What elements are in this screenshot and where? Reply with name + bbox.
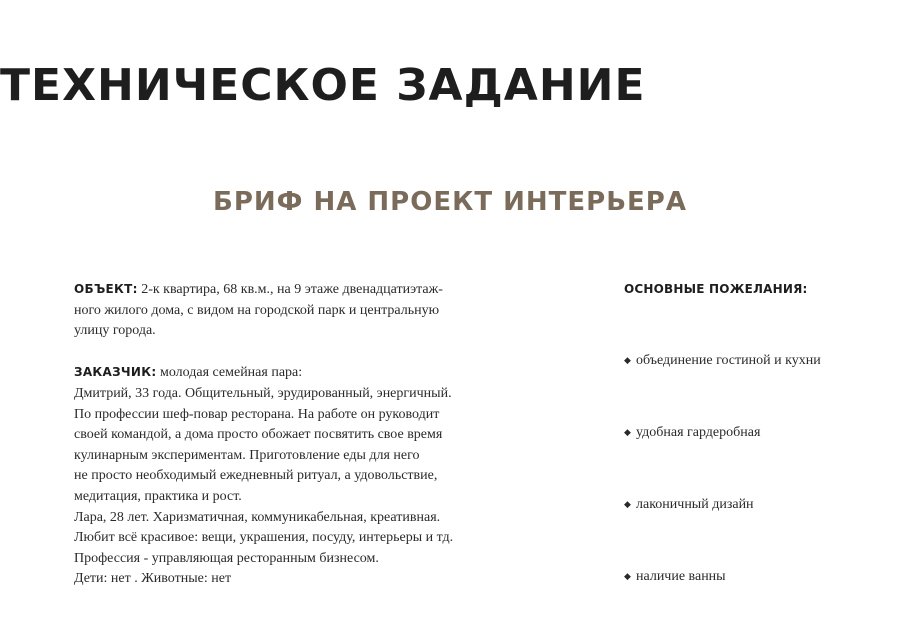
object-text-line: 2-к квартира, 68 кв.м., на 9 этаже двенадцатиэтаж- bbox=[141, 282, 443, 297]
page-title: ТЕХНИЧЕСКОЕ ЗАДАНИЕ bbox=[0, 60, 646, 111]
wish-text: удобная гардеробная bbox=[636, 425, 761, 440]
diamond-bullet-icon: ◆ bbox=[624, 427, 631, 437]
spacer bbox=[74, 342, 484, 363]
client-intro: молодая семейная пара: bbox=[159, 365, 303, 381]
client-text-line: Дети: нет . Животные: нет bbox=[74, 571, 232, 587]
wish-list-item bbox=[624, 422, 760, 443]
object-section bbox=[74, 279, 484, 342]
object-text-line: улицу города. bbox=[74, 323, 156, 339]
client-text-line: По профессии шеф-повар ресторана. На работе он руководит bbox=[74, 406, 440, 422]
client-text-line: медитация, практика и рост. bbox=[74, 488, 242, 504]
diamond-bullet-icon: ◆ bbox=[624, 499, 631, 509]
brief-subtitle: БРИФ НА ПРОЕКТ ИНТЕРЬЕРА bbox=[213, 187, 687, 217]
client-text-line: не просто необходимый ежедневный ритуал, а удовольствие, bbox=[74, 468, 438, 484]
wish-text: объединение гостиной и кухни bbox=[636, 353, 821, 368]
diamond-bullet-icon: ◆ bbox=[624, 355, 631, 365]
client-first-line bbox=[74, 362, 484, 384]
client-text-line: Профессия - управляющая ресторанным бизнесом. bbox=[74, 550, 379, 566]
wishes-heading: ОСНОВНЫЕ ПОЖЕЛАНИЯ: bbox=[624, 282, 808, 296]
client-label: ЗАКАЗЧИК: bbox=[74, 365, 157, 380]
client-text-line: Лара, 28 лет. Харизматичная, коммуникабельная, креативная. bbox=[74, 509, 441, 525]
wish-list-item bbox=[624, 494, 754, 515]
object-label: ОБЪЕКТ: bbox=[74, 282, 138, 296]
client-text-line: Любит всё красивое: вещи, украшения, посуду, интерьеры и тд. bbox=[74, 530, 454, 546]
object-first-line bbox=[74, 279, 484, 301]
wishes-column bbox=[624, 280, 884, 584]
client-text-line: Дмитрий, 33 года. Общительный, эрудированный, энергичный. bbox=[74, 385, 452, 401]
client-section bbox=[74, 362, 484, 590]
wish-text: наличие ванны bbox=[636, 569, 726, 584]
description-column bbox=[74, 279, 484, 590]
client-text-line: кулинарным экспериментам. Приготовление еды для него bbox=[74, 447, 420, 463]
client-text-line: своей командой, а дома просто обожает посвятить свое время bbox=[74, 427, 443, 443]
wish-text: лаконичный дизайн bbox=[636, 497, 754, 512]
object-text-line: ного жилого дома, с видом на городской парк и центральную bbox=[74, 302, 440, 318]
diamond-bullet-icon: ◆ bbox=[624, 571, 631, 581]
wish-list-item bbox=[624, 566, 726, 587]
wish-list-item bbox=[624, 350, 821, 371]
